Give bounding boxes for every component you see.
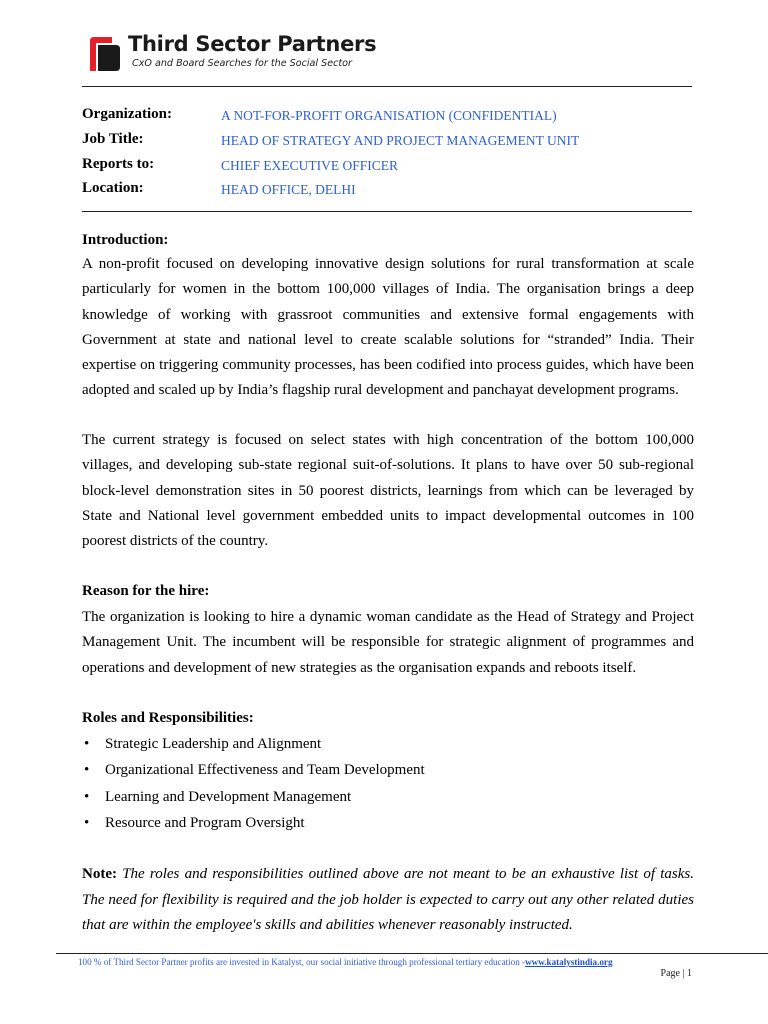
brand-name: Third Sector Partners (128, 32, 377, 56)
list-item (82, 813, 682, 839)
list-item (82, 734, 682, 760)
introduction-heading: Introduction: (82, 232, 169, 248)
meta-label: Location: (82, 180, 144, 196)
company-logo (86, 30, 377, 74)
meta-job-title (82, 131, 702, 153)
reason-heading: Reason for the hire: (82, 583, 210, 599)
footer-note (78, 957, 613, 967)
roles-heading: Roles and Responsibilities: (82, 710, 254, 726)
list-item (82, 787, 682, 813)
list-item-text: Organizational Effectiveness and Team Development (105, 762, 425, 779)
meta-location (82, 180, 702, 202)
meta-divider (82, 211, 692, 212)
meta-reports-to (82, 156, 702, 178)
meta-value: HEAD OFFICE, DELHI (221, 182, 356, 197)
footer-link[interactable]: www.katalystindia.org (525, 957, 613, 967)
note-text: The roles and responsibilities outlined above are not meant to be an exhaustive list of tasks. The need for flexibility is required and the job holder is expected to carry out any other related duties that are within the employee's skills and abilities whenever reasonably instructed. (82, 866, 695, 933)
logo-mark-icon (86, 33, 126, 73)
bullet-icon: • (84, 788, 90, 805)
note-paragraph (82, 862, 694, 939)
reason-paragraph: The organization is looking to hire a dynamic woman candidate as the Head of Strategy and Project Management Unit. The incumbent will be responsible for strategic alignment of programmes and operations and development of new strategies as the organisation expands and reboots itself. (82, 609, 694, 676)
note-label: Note: (82, 866, 117, 882)
meta-label: Reports to: (82, 156, 155, 172)
list-item (82, 760, 682, 786)
introduction-paragraph-1: A non-profit focused on developing innovative design solutions for rural transformation at scale particularly for women in the bottom 100,000 villages of India. The organisation brings a deep knowledge of working with grassroot communities and extensive formal engagements with Government at state and national level to create scalable solutions for “stranded” India. Their expertise on triggering community processes, has been codified into process guides, which have been adopted and scaled up by India’s flagship rural development and panchayat development programs. (82, 256, 694, 399)
meta-label: Job Title: (82, 131, 144, 147)
page-number: Page | 1 (660, 968, 692, 979)
introduction-paragraph-2: The current strategy is focused on select states with high concentration of the bottom 100,000 villages, and developing sub-state regional suit-of-solutions. It plans to have over 50 sub-regional block-level demonstration sites in 50 poorest districts, learnings from which can be leveraged by State and National level government embedded units to impact developmental outcomes in 100 poorest districts of the country. (82, 432, 694, 550)
list-item-text: Strategic Leadership and Alignment (105, 736, 322, 752)
meta-label: Organization: (82, 106, 172, 122)
meta-value: CHIEF EXECUTIVE OFFICER (221, 158, 399, 173)
bullet-icon: • (84, 815, 90, 832)
list-item-text: Resource and Program Oversight (105, 815, 305, 832)
header-divider (82, 86, 692, 87)
footer-divider (56, 953, 768, 954)
roles-list (82, 734, 682, 840)
brand-tagline: CxO and Board Searches for the Social Sector (132, 58, 352, 69)
meta-value: A NOT-FOR-PROFIT ORGANISATION (CONFIDENTIAL) (221, 108, 557, 123)
list-item-text: Learning and Development Management (105, 788, 352, 805)
meta-organization (82, 106, 702, 128)
bullet-icon: • (84, 736, 90, 752)
meta-value: HEAD OF STRATEGY AND PROJECT MANAGEMENT UNIT (221, 133, 580, 148)
bullet-icon: • (84, 762, 90, 779)
footer-text: 100 % of Third Sector Partner profits are invested in Katalyst, our social initiative through professional tertiary education - (78, 957, 526, 967)
